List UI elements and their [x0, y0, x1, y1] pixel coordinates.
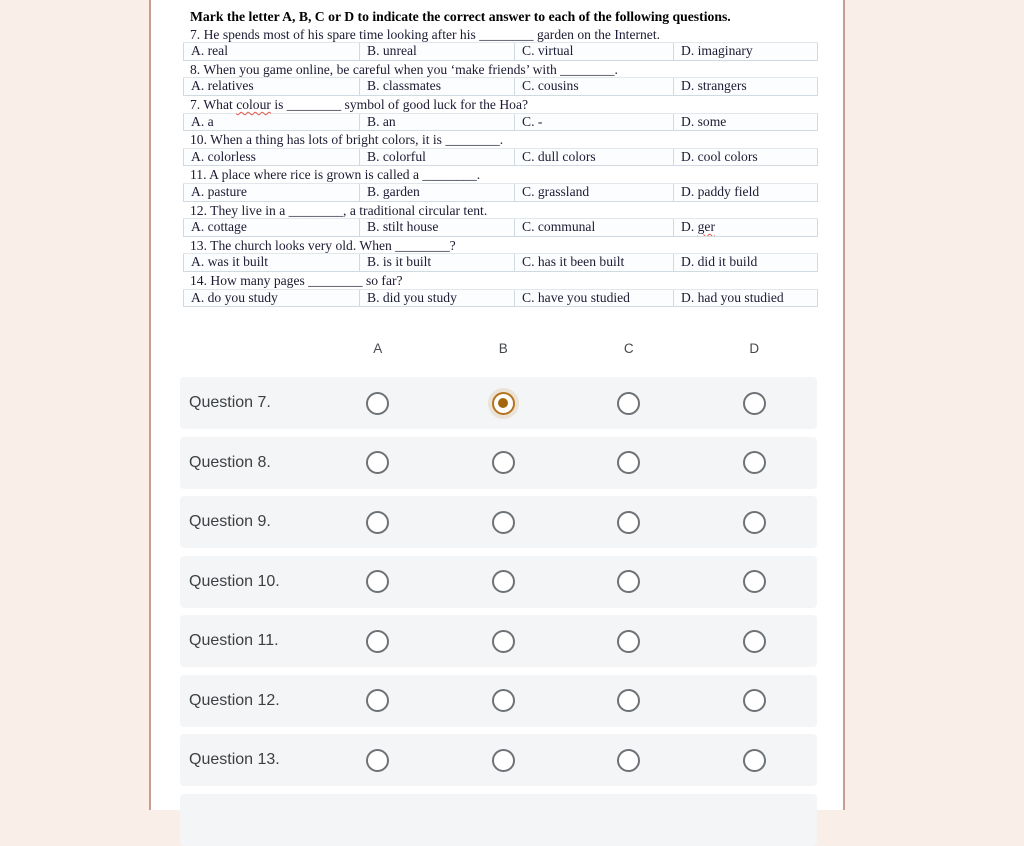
- radio-cell: [315, 570, 441, 593]
- column-header-b: B: [498, 341, 508, 356]
- radio-q8-b[interactable]: [492, 451, 515, 474]
- option-cell: A. cottage: [191, 219, 247, 235]
- radio-cell: [566, 392, 692, 415]
- answer-row: [180, 675, 817, 727]
- radio-cell: [566, 451, 692, 474]
- radio-q13-d[interactable]: [743, 749, 766, 772]
- option-cell: C. -: [514, 114, 673, 131]
- option-cell: A. was it built: [191, 254, 269, 270]
- options-row: [183, 184, 818, 202]
- radio-cell: [315, 511, 441, 534]
- option-cell: C. grassland: [514, 184, 673, 201]
- option-cell: D. imaginary: [673, 43, 817, 60]
- option-cell: B. stilt house: [359, 219, 514, 236]
- radio-q10-c[interactable]: [617, 570, 640, 593]
- radio-q9-b[interactable]: [492, 511, 515, 534]
- radio-cell: [692, 392, 818, 415]
- option-cell: C. have you studied: [514, 290, 673, 307]
- option-cell: A. a: [191, 113, 214, 129]
- radio-cell: [315, 630, 441, 653]
- radio-q10-a[interactable]: [366, 570, 389, 593]
- option-cell: B. is it built: [359, 254, 514, 271]
- option-cell: B. an: [359, 114, 514, 131]
- options-row: [183, 219, 818, 237]
- radio-q8-c[interactable]: [617, 451, 640, 474]
- question-text: 10. When a thing has lots of bright colors, it is ________.: [183, 131, 818, 149]
- radio-q12-c[interactable]: [617, 689, 640, 712]
- radio-q11-d[interactable]: [743, 630, 766, 653]
- answer-grid: [180, 342, 817, 846]
- radio-cell: [441, 511, 567, 534]
- answer-grid-rows: [180, 377, 817, 846]
- options-row: [183, 254, 818, 272]
- radio-q9-a[interactable]: [366, 511, 389, 534]
- radio-cell: [441, 630, 567, 653]
- radio-q7-c[interactable]: [617, 392, 640, 415]
- radio-cell: [692, 689, 818, 712]
- radio-dot: [498, 398, 508, 408]
- radio-cell: [692, 570, 818, 593]
- option-cell: D. paddy field: [673, 184, 817, 201]
- answer-row-partial: [180, 794, 817, 846]
- radio-cell: [692, 630, 818, 653]
- option-cell: C. communal: [514, 219, 673, 236]
- question-text: 7. He spends most of his spare time looking after his ________ garden on the Internet.: [183, 26, 818, 44]
- radio-q9-d[interactable]: [743, 511, 766, 534]
- question-row-label: Question 10.: [189, 572, 280, 590]
- answer-row: [180, 615, 817, 667]
- option-cell: B. unreal: [359, 43, 514, 60]
- radio-cell: [441, 392, 567, 415]
- options-row: [183, 149, 818, 167]
- radio-q11-c[interactable]: [617, 630, 640, 653]
- question-row-label: Question 13.: [189, 751, 280, 768]
- radio-q8-d[interactable]: [743, 451, 766, 474]
- option-cell: A. real: [191, 43, 228, 59]
- column-header-d: D: [749, 341, 760, 356]
- column-header-a: A: [373, 341, 383, 356]
- option-cell: D. did it build: [673, 254, 817, 271]
- options-row: [183, 114, 818, 132]
- radio-q12-b[interactable]: [492, 689, 515, 712]
- content-panel: [149, 0, 845, 810]
- option-cell: C. cousins: [514, 78, 673, 95]
- question-text: 7. What colour is ________ symbol of good luck for the Hoa?: [183, 96, 818, 114]
- question-text: 11. A place where rice is grown is called a ________.: [183, 166, 818, 184]
- question-text: 13. The church looks very old. When ________?: [183, 237, 818, 255]
- radio-cell: [566, 749, 692, 772]
- radio-q13-c[interactable]: [617, 749, 640, 772]
- radio-cell: [441, 570, 567, 593]
- radio-q11-b[interactable]: [492, 630, 515, 653]
- question-row-label: Question 7.: [189, 394, 271, 411]
- question-text: 14. How many pages ________ so far?: [183, 272, 818, 290]
- option-cell: B. colorful: [359, 149, 514, 166]
- option-cell: B. garden: [359, 184, 514, 201]
- question-row-label: Question 11.: [189, 632, 279, 649]
- radio-q7-b[interactable]: [492, 392, 515, 415]
- radio-cell: [692, 451, 818, 474]
- options-row: [183, 78, 818, 96]
- option-cell: A. pasture: [191, 183, 247, 199]
- option-cell: D. had you studied: [673, 290, 817, 307]
- answer-row: [180, 496, 817, 548]
- option-cell: A. relatives: [191, 78, 254, 94]
- radio-cell: [315, 392, 441, 415]
- option-cell: C. dull colors: [514, 149, 673, 166]
- exam-instruction: Mark the letter A, B, C or D to indicate the correct answer to each of the following questions.: [190, 9, 731, 24]
- row-label-spacer: [180, 342, 315, 356]
- radio-q7-a[interactable]: [366, 392, 389, 415]
- question-text: 12. They live in a ________, a traditional circular tent.: [183, 202, 818, 220]
- radio-cell: [315, 451, 441, 474]
- radio-cell: [566, 511, 692, 534]
- exam-document: [183, 8, 818, 307]
- question-text: 8. When you game online, be careful when you ‘make friends’ with ________.: [183, 61, 818, 79]
- radio-q13-b[interactable]: [492, 749, 515, 772]
- radio-cell: [692, 511, 818, 534]
- radio-cell: [566, 630, 692, 653]
- option-cell: A. colorless: [191, 148, 256, 164]
- answer-grid-header: [180, 342, 817, 356]
- question-row-label: Question 12.: [189, 691, 280, 709]
- radio-cell: [441, 689, 567, 712]
- radio-cell: [315, 749, 441, 772]
- option-cell: D. strangers: [673, 78, 817, 95]
- radio-q8-a[interactable]: [366, 451, 389, 474]
- radio-q11-a[interactable]: [366, 630, 389, 653]
- option-cell: D. ger: [673, 219, 817, 236]
- radio-q12-d[interactable]: [743, 689, 766, 712]
- question-row-label: Question 8.: [189, 453, 271, 471]
- radio-cell: [566, 689, 692, 712]
- option-cell: C. virtual: [514, 43, 673, 60]
- option-cell: A. do you study: [191, 289, 278, 305]
- answer-row: [180, 437, 817, 489]
- radio-q10-d[interactable]: [743, 570, 766, 593]
- options-row: [183, 43, 818, 61]
- option-cell: B. classmates: [359, 78, 514, 95]
- column-header-c: C: [623, 341, 634, 356]
- radio-cell: [692, 749, 818, 772]
- answer-row: [180, 377, 817, 429]
- options-row: [183, 290, 818, 308]
- option-cell: C. has it been built: [514, 254, 673, 271]
- radio-q9-c[interactable]: [617, 511, 640, 534]
- answer-row: [180, 734, 817, 786]
- radio-q13-a[interactable]: [366, 749, 389, 772]
- radio-q7-d[interactable]: [743, 392, 766, 415]
- option-cell: B. did you study: [359, 290, 514, 307]
- radio-cell: [441, 451, 567, 474]
- radio-q12-a[interactable]: [366, 689, 389, 712]
- question-row-label: Question 9.: [189, 513, 271, 530]
- answer-row: [180, 556, 817, 608]
- radio-cell: [566, 570, 692, 593]
- option-cell: D. some: [673, 114, 817, 131]
- option-cell: D. cool colors: [673, 149, 817, 166]
- radio-cell: [315, 689, 441, 712]
- radio-cell: [441, 749, 567, 772]
- radio-q10-b[interactable]: [492, 570, 515, 593]
